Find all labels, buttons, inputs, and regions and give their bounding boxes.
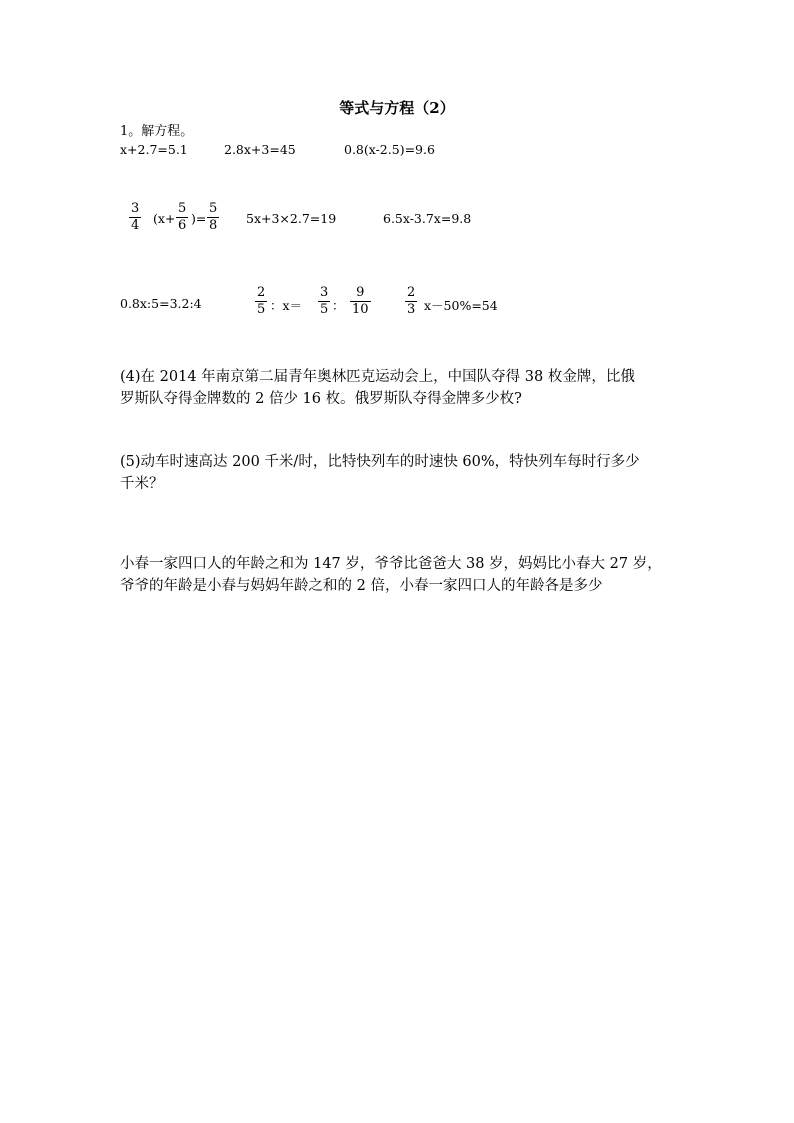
fraction-3-5: 3 5: [320, 285, 329, 317]
equation-5: 5x+3×2.7=19: [246, 211, 337, 226]
equation-9-rest: x－50%=54: [424, 298, 498, 313]
problem-6-line-2: 爷爷的年龄是小春与妈妈年龄之和的 2 倍，小春一家四口人的年龄各是多少: [120, 578, 603, 594]
problem-4: [120, 366, 700, 410]
equation-2: 2.8x+3=45: [224, 142, 296, 157]
problem-5-line-1: (5)动车时速高达 200 千米/时，比特快列车的时速快 60%，特快列车每时行多少: [120, 454, 640, 470]
problem-4-line-1: (4)在 2014 年南京第二届青年奥林匹克运动会上，中国队夺得 38 枚金牌，比俄: [120, 369, 635, 385]
fraction-2-5: 2 5: [257, 285, 266, 317]
equation-4-mid1: (x+: [153, 211, 176, 226]
section-heading: 1。解方程。: [120, 124, 194, 139]
fraction-2-3: 2 3: [407, 285, 416, 317]
problem-5: [120, 451, 700, 495]
problem-6-line-1: 小春一家四口人的年龄之和为 147 岁，爷爷比爸爸大 38 岁，妈妈比小春大 27 岁，: [120, 556, 662, 572]
equation-3: 0.8(x-2.5)=9.6: [344, 142, 435, 157]
problem-5-line-2: 千米？: [120, 476, 164, 492]
fraction-5-6: 5 6: [178, 201, 187, 233]
equation-1: x+2.7=5.1: [120, 142, 188, 157]
problem-6: [120, 553, 700, 597]
page-title: 等式与方程（2）: [339, 99, 455, 117]
equation-7: 0.8x:5=3.2:4: [120, 296, 202, 311]
equation-8-mid1: ：x＝: [270, 298, 303, 313]
fraction-3-4: 3 4: [131, 201, 140, 233]
equation-6: 6.5x-3.7x=9.8: [383, 211, 472, 226]
equation-4-mid2: )=: [191, 211, 207, 226]
equation-8-mid2: ：: [332, 298, 345, 313]
fraction-9-10: 9 10: [352, 285, 369, 317]
problem-4-line-2: 罗斯队夺得金牌数的 2 倍少 16 枚。俄罗斯队夺得金牌多少枚?: [120, 391, 522, 407]
fraction-5-8: 5 8: [209, 201, 218, 233]
